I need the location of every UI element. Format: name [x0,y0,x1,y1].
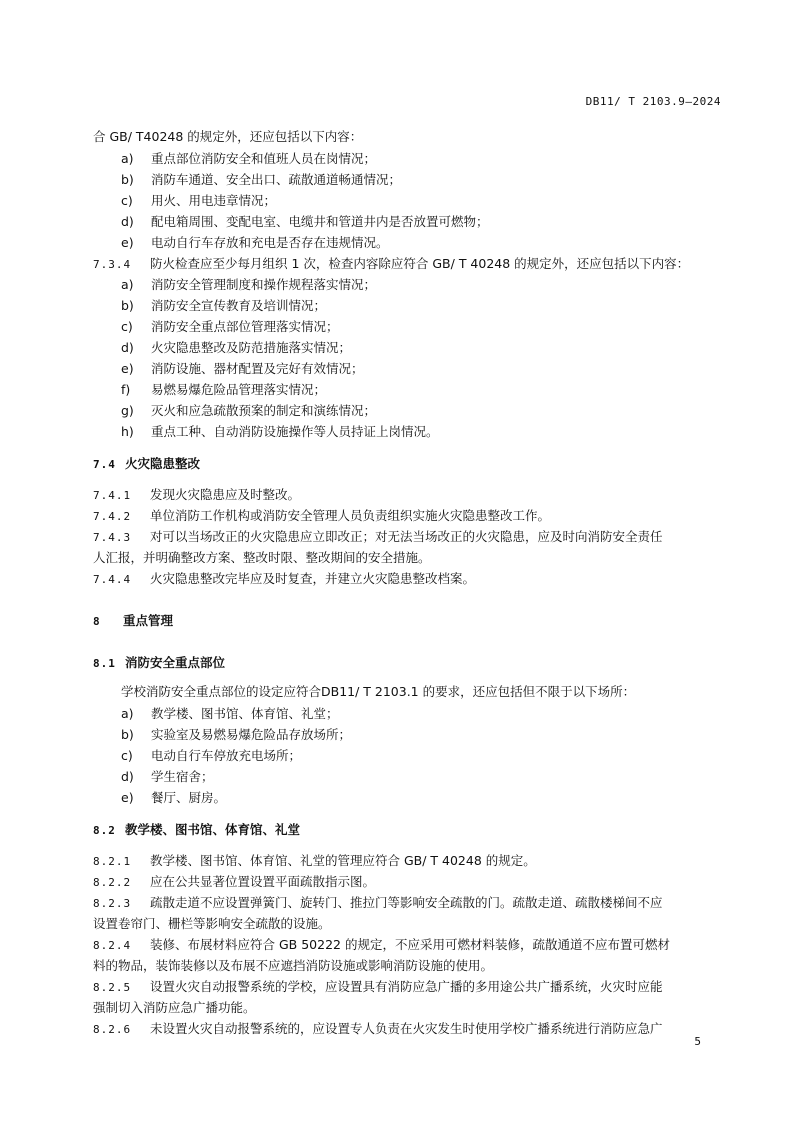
list-text: 重点部位消防安全和值班人员在岗情况； [151,151,377,166]
list-marker: d) [121,214,134,229]
clause-number: 7.4.2 [93,510,132,523]
clause-text: 设置火灾自动报警系统的学校，应设置具有消防应急广播的多用途公共广播系统，火灾时应能 [150,979,663,994]
continued-paragraph: 合 GB/ T40248 的规定外，还应包括以下内容： [93,129,363,144]
chapter-heading-8 [93,613,173,630]
clause-7-3-4 [93,256,689,273]
list-text: 教学楼、图书馆、体育馆、礼堂； [151,706,339,721]
heading-number: 7.4 [93,458,116,471]
list-text: 电动自行车停放充电场所； [151,748,302,763]
list-text: 餐厅、厨房。 [151,790,227,805]
list-item [121,319,339,335]
list-item [121,151,376,167]
clause-8-2-3 [93,895,663,912]
clause-number: 8.2.1 [93,855,132,868]
list-item [121,424,439,440]
list-marker: a) [121,151,134,166]
clause-number: 7.4.4 [93,573,132,586]
clause-8-2-1 [93,853,536,870]
clause-text: 防火检查应至少每月组织 1 次，检查内容除应符合 GB/ T 40248 的规定外，还应包括以下内容： [150,256,690,271]
paragraph: 学校消防安全重点部位的设定应符合DB11/ T 2103.1 的要求，还应包括但不限于以下场所： [121,684,636,699]
list-text: 消防安全重点部位管理落实情况； [151,319,339,334]
clause-7-4-2 [93,508,550,525]
list-text: 火灾隐患整改及防范措施落实情况； [151,340,352,355]
clause-text: 教学楼、图书馆、体育馆、礼堂的管理应符合 GB/ T 40248 的规定。 [150,853,536,868]
heading-text: 重点管理 [123,613,174,628]
list-text: 消防安全宣传教育及培训情况； [151,298,327,313]
list-marker: f) [121,382,131,397]
list-item [121,769,214,785]
clause-continuation: 料的物品，装饰装修以及布展不应遮挡消防设施或影响消防设施的使用。 [93,958,494,973]
clause-7-4-4 [93,571,475,588]
list-item [121,214,489,230]
list-marker: g) [121,403,134,418]
list-marker: c) [121,319,133,334]
clause-continuation: 人汇报，并明确整改方案、整改时限、整改期间的安全措施。 [93,550,431,565]
clause-number: 8.2.2 [93,876,132,889]
clause-number: 8.2.4 [93,939,132,952]
list-item [121,298,326,314]
list-marker: e) [121,235,134,250]
list-item [121,706,339,722]
list-text: 学生宿舍； [151,769,214,784]
heading-number: 8.2 [93,824,116,837]
heading-number: 8 [93,615,100,628]
list-text: 电动自行车存放和充电是否存在违规情况。 [151,235,389,250]
clause-number: 7.4.3 [93,531,132,544]
clause-8-2-4 [93,937,670,954]
clause-text: 单位消防工作机构或消防安全管理人员负责组织实施火灾隐患整改工作。 [150,508,551,523]
list-text: 实验室及易燃易爆危险品存放场所； [151,727,352,742]
clause-number: 7.4.1 [93,489,132,502]
list-marker: d) [121,340,134,355]
clause-8-2-2 [93,874,375,891]
list-marker: d) [121,769,134,784]
clause-7-4-3 [93,529,663,546]
list-marker: a) [121,277,134,292]
list-marker: c) [121,748,133,763]
list-item [121,361,364,377]
clause-text: 火灾隐患整改完毕应及时复查，并建立火灾隐患整改档案。 [150,571,476,586]
clause-text: 应在公共显著位置设置平面疏散指示图。 [150,874,376,889]
clause-text: 装修、布展材料应符合 GB 50222 的规定，不应采用可燃材料装修，疏散通道不应布置可燃材 [150,937,670,952]
clause-continuation: 强制切入消防应急广播功能。 [93,1000,256,1015]
list-marker: c) [121,193,133,208]
clause-continuation: 设置卷帘门、栅栏等影响安全疏散的设施。 [93,916,331,931]
section-heading-8-1 [93,655,225,672]
list-text: 易燃易爆危险品管理落实情况； [151,382,327,397]
list-text: 配电箱周围、变配电室、电缆井和管道井内是否放置可燃物； [151,214,489,229]
list-text: 消防车通道、安全出口、疏散通道畅通情况； [151,172,402,187]
clause-7-4-1 [93,487,300,504]
list-item [121,790,226,806]
list-marker: b) [121,172,134,187]
list-item [121,403,376,419]
heading-number: 8.1 [93,657,116,670]
list-marker: a) [121,706,134,721]
list-text: 消防设施、器材配置及完好有效情况； [151,361,364,376]
section-heading-8-2 [93,822,300,839]
list-item [121,748,301,764]
clause-text: 对可以当场改正的火灾隐患应立即改正；对无法当场改正的火灾隐患，应及时向消防安全责任 [150,529,663,544]
list-item [121,340,351,356]
heading-text: 火灾隐患整改 [125,456,201,471]
list-text: 用火、用电违章情况； [151,193,277,208]
clause-number: 8.2.5 [93,981,132,994]
page-number: 5 [694,1035,701,1048]
list-item [121,235,389,251]
list-text: 重点工种、自动消防设施操作等人员持证上岗情况。 [151,424,439,439]
list-marker: e) [121,790,134,805]
list-text: 消防安全管理制度和操作规程落实情况； [151,277,377,292]
document-code-header: DB11/ T 2103.9—2024 [585,95,721,108]
clause-8-2-5 [93,979,663,996]
list-item [121,172,401,188]
clause-text: 未设置火灾自动报警系统的，应设置专人负责在火灾发生时使用学校广播系统进行消防应急广 [150,1021,663,1036]
list-marker: e) [121,361,134,376]
list-marker: b) [121,727,134,742]
clause-text: 疏散走道不应设置弹簧门、旋转门、推拉门等影响安全疏散的门。疏散走道、疏散楼梯间不应 [150,895,663,910]
clause-number: 7.3.4 [93,258,132,271]
list-text: 灭火和应急疏散预案的制定和演练情况； [151,403,377,418]
heading-text: 消防安全重点部位 [125,655,226,670]
clause-number: 8.2.6 [93,1023,132,1036]
list-item [121,727,351,743]
heading-text: 教学楼、图书馆、体育馆、礼堂 [125,822,301,837]
list-item [121,193,276,209]
clause-text: 发现火灾隐患应及时整改。 [150,487,301,502]
clause-number: 8.2.3 [93,897,132,910]
list-marker: h) [121,424,134,439]
list-item [121,382,326,398]
section-heading-7-4 [93,456,200,473]
clause-8-2-6 [93,1021,663,1038]
list-item [121,277,376,293]
list-marker: b) [121,298,134,313]
